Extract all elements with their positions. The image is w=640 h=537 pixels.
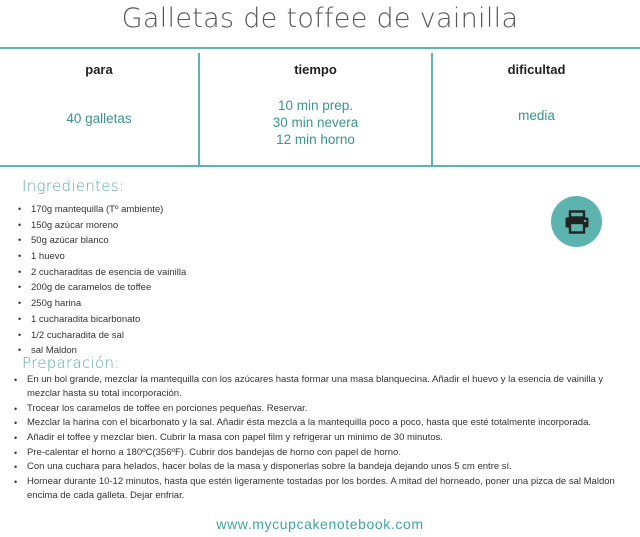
servings-label: para (85, 62, 113, 77)
step-item: • Mezclar la harina con el bicarbonato y la sal. Añadir ésta mezcla a la mantequilla poco a poco, hasta que esté totalmente incorporada. (10, 416, 630, 430)
ingredient-item: • 200g de caramelos de toffee (17, 280, 186, 296)
ingredients-list (17, 202, 186, 359)
ingredient-item: • sal Maldon (17, 343, 186, 359)
ingredient-item: • 1 cucharadita bicarbonato (17, 312, 186, 328)
servings-column (0, 62, 198, 127)
ingredient-item: • 250g harina (17, 296, 186, 312)
printer-icon (564, 210, 590, 234)
step-item: • Con una cuchara para helados, hacer bolas de la masa y disponerlas sobre la bandeja dejando unos 5 cm entre sí. (10, 460, 630, 474)
recipe-title: Galletas de toffee de vainilla (121, 3, 519, 34)
ingredient-item: • 2 cucharaditas de esencia de vainilla (17, 265, 186, 281)
servings-value: 40 galletas (66, 111, 132, 126)
ingredient-item: • 150g azúcar moreno (17, 218, 186, 234)
time-label: tiempo (294, 62, 337, 77)
ingredient-item: • 1 huevo (17, 249, 186, 265)
ingredient-item: • 50g azúcar blanco (17, 233, 186, 249)
print-button[interactable] (551, 196, 602, 247)
ingredient-item: • 170g mantequilla (Tº ambiente) (17, 202, 186, 218)
steps-list (10, 373, 630, 504)
ingredient-item: • 1/2 cucharadita de sal (17, 328, 186, 344)
time-fridge: 30 min nevera (272, 115, 359, 130)
ingredients-heading: Ingredientes: (22, 177, 125, 195)
bottom-divider (0, 165, 640, 167)
preparation-heading: Preparación: (22, 354, 120, 372)
step-item: • Hornear durante 10-12 minutos, hasta que estén ligeramente tostadas por los bordes. A mitad del horneado, poner una pizca de sal Maldon encima de cada galleta. Dejar enfriar. (10, 475, 630, 504)
top-divider (0, 47, 640, 49)
difficulty-column (433, 62, 640, 124)
step-item: • Añadir el toffee y mezclar bien. Cubrir la masa con papel film y refrigerar un minimo de 30 minutos. (10, 431, 630, 445)
step-item: • En un bol grande, mezclar la mantequilla con los azúcares hasta formar una masa blanquecina. Añadir el huevo y la esencia de vainilla y mezclar hasta su total incorporación. (10, 373, 630, 402)
step-item: • Trocear los caramelos de toffee en porciones pequeñas. Reservar. (10, 402, 630, 416)
time-prep: 10 min prep. (277, 98, 354, 113)
time-oven: 12 min horno (276, 132, 355, 147)
website-link[interactable]: www.mycupcakenotebook.com (216, 516, 424, 532)
difficulty-label: dificultad (507, 62, 566, 77)
step-item: • Pre-calentar el horno a 180ºC(356ºF). Cubrir dos bandejas de horno con papel de horno. (10, 446, 630, 460)
difficulty-value: media (518, 108, 555, 123)
time-column (200, 62, 431, 148)
